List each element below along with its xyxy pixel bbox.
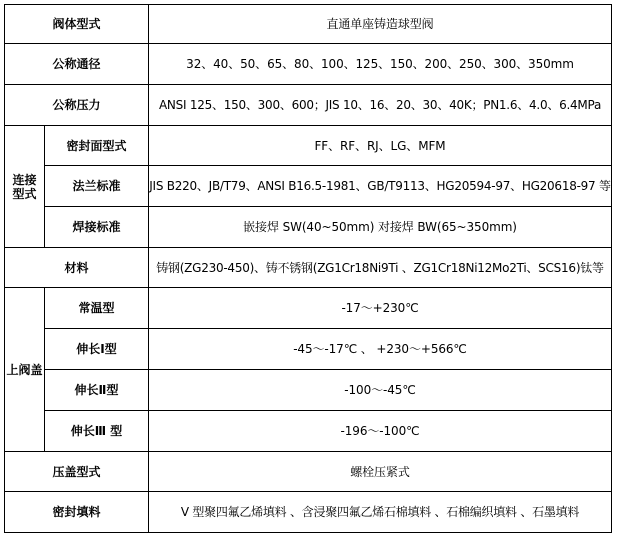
bonnet-normal-value: -17～+230℃ bbox=[149, 288, 612, 329]
bonnet-ext3-value: -196～-100℃ bbox=[149, 411, 612, 452]
table-row-flange-standard bbox=[5, 166, 612, 207]
valve-spec-table bbox=[4, 4, 612, 533]
table-row-gland-type bbox=[5, 452, 612, 492]
gland-type-value: 螺栓压紧式 bbox=[149, 452, 612, 492]
weld-standard-value: 嵌接焊 SW(40~50mm) 对接焊 BW(65~350mm) bbox=[149, 207, 612, 248]
nominal-diameter-value: 32、40、50、65、80、100、125、150、200、250、300、350mm bbox=[149, 44, 612, 85]
table-row-body-type bbox=[5, 5, 612, 44]
nominal-pressure-value: ANSI 125、150、300、600；JIS 10、16、20、30、40K；PN1.6、4.0、6.4MPa bbox=[149, 85, 612, 126]
table-row-seal-face bbox=[5, 126, 612, 166]
material-label: 材料 bbox=[5, 248, 149, 288]
gland-type-label: 压盖型式 bbox=[5, 452, 149, 492]
table-row-weld-standard bbox=[5, 207, 612, 248]
table-row-nominal-pressure bbox=[5, 85, 612, 126]
bonnet-normal-label: 常温型 bbox=[45, 288, 149, 329]
nominal-diameter-label: 公称通径 bbox=[5, 44, 149, 85]
table-row-bonnet-normal bbox=[5, 288, 612, 329]
bonnet-ext3-label: 伸长Ⅲ 型 bbox=[45, 411, 149, 452]
packing-label: 密封填料 bbox=[5, 492, 149, 533]
table-row-nominal-diameter bbox=[5, 44, 612, 85]
bonnet-ext1-label: 伸长Ⅰ型 bbox=[45, 329, 149, 370]
packing-value: V 型聚四氟乙烯填料 、含浸聚四氟乙烯石棉填料 、石棉编织填料 、石墨填料 bbox=[149, 492, 612, 533]
table-row-bonnet-ext1 bbox=[5, 329, 612, 370]
seal-face-label: 密封面型式 bbox=[45, 126, 149, 166]
seal-face-value: FF、RF、RJ、LG、MFM bbox=[149, 126, 612, 166]
nominal-pressure-label: 公称压力 bbox=[5, 85, 149, 126]
bonnet-ext2-label: 伸长Ⅱ型 bbox=[45, 370, 149, 411]
connection-group-line1: 连接 bbox=[12, 172, 37, 187]
flange-standard-label: 法兰标准 bbox=[45, 166, 149, 207]
weld-standard-label: 焊接标准 bbox=[45, 207, 149, 248]
table-row-material bbox=[5, 248, 612, 288]
bonnet-group-label: 上阀盖 bbox=[5, 288, 45, 452]
material-value: 铸钢(ZG230-450)、铸不锈钢(ZG1Cr18Ni9Ti 、ZG1Cr18Ni12Mo2Ti、SCS16)钛等 bbox=[149, 248, 612, 288]
bonnet-ext1-value: -45～-17℃ 、 +230～+566℃ bbox=[149, 329, 612, 370]
connection-group-label bbox=[5, 126, 45, 248]
table-row-bonnet-ext3 bbox=[5, 411, 612, 452]
body-type-value: 直通单座铸造球型阀 bbox=[149, 5, 612, 44]
body-type-label: 阀体型式 bbox=[5, 5, 149, 44]
connection-group-line2: 型式 bbox=[12, 186, 37, 201]
flange-standard-value: JIS B220、JB/T79、ANSI B16.5-1981、GB/T9113、HG20594-97、HG20618-97 等 bbox=[149, 166, 612, 207]
table-row-bonnet-ext2 bbox=[5, 370, 612, 411]
table-row-packing bbox=[5, 492, 612, 533]
bonnet-ext2-value: -100～-45℃ bbox=[149, 370, 612, 411]
